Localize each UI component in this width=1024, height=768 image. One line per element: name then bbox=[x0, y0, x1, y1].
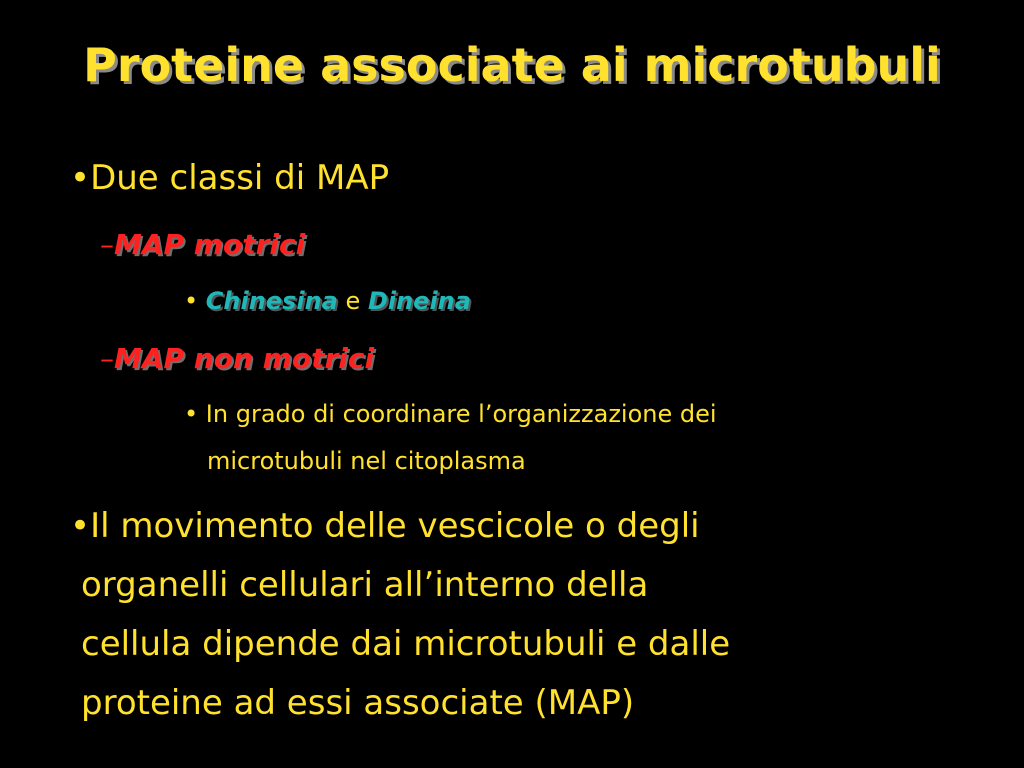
dash-marker: – bbox=[100, 342, 114, 375]
detail-coordinare-line1: In grado di coordinare l’organizzazione dei bbox=[205, 400, 717, 428]
bullet-item-1-text: Due classi di MAP bbox=[90, 158, 390, 198]
detail-coordinare-line2: microtubuli nel citoplasma bbox=[207, 447, 526, 475]
detail-item-coordinare-cont bbox=[207, 447, 526, 475]
bullet-marker: • bbox=[70, 158, 91, 198]
dineina-label: Dineina bbox=[367, 287, 471, 315]
sub-item-map-non-motrici-label: MAP non motrici bbox=[114, 342, 375, 375]
bullet-item-2-line3: cellula dipende dai microtubuli e dalle bbox=[81, 624, 731, 664]
bullet-item-2-line4: proteine ad essi associate (MAP) bbox=[81, 683, 635, 723]
sub-item-map-motrici bbox=[100, 228, 305, 261]
connector-text: e bbox=[345, 287, 361, 315]
bullet-marker: • bbox=[184, 400, 199, 428]
chinesina-label: Chinesina bbox=[205, 287, 338, 315]
bullet-item-1 bbox=[70, 158, 389, 198]
bullet-marker: • bbox=[184, 287, 199, 315]
bullet-item-2-line2: organelli cellulari all’interno della bbox=[81, 565, 649, 605]
sub-item-map-motrici-label: MAP motrici bbox=[114, 228, 306, 261]
bullet-item-2 bbox=[70, 497, 730, 733]
sub-item-map-non-motrici bbox=[100, 342, 374, 375]
bullet-item-2-line1-text: Il movimento delle vescicole o degli bbox=[90, 506, 700, 546]
detail-item-coordinare bbox=[184, 400, 717, 428]
slide-title: Proteine associate ai microtubuli bbox=[83, 38, 941, 92]
bullet-marker: • bbox=[70, 506, 91, 546]
bullet-item-2-line1 bbox=[70, 497, 730, 556]
detail-item-chinesina-dineina bbox=[184, 287, 471, 315]
dash-marker: – bbox=[100, 228, 114, 261]
